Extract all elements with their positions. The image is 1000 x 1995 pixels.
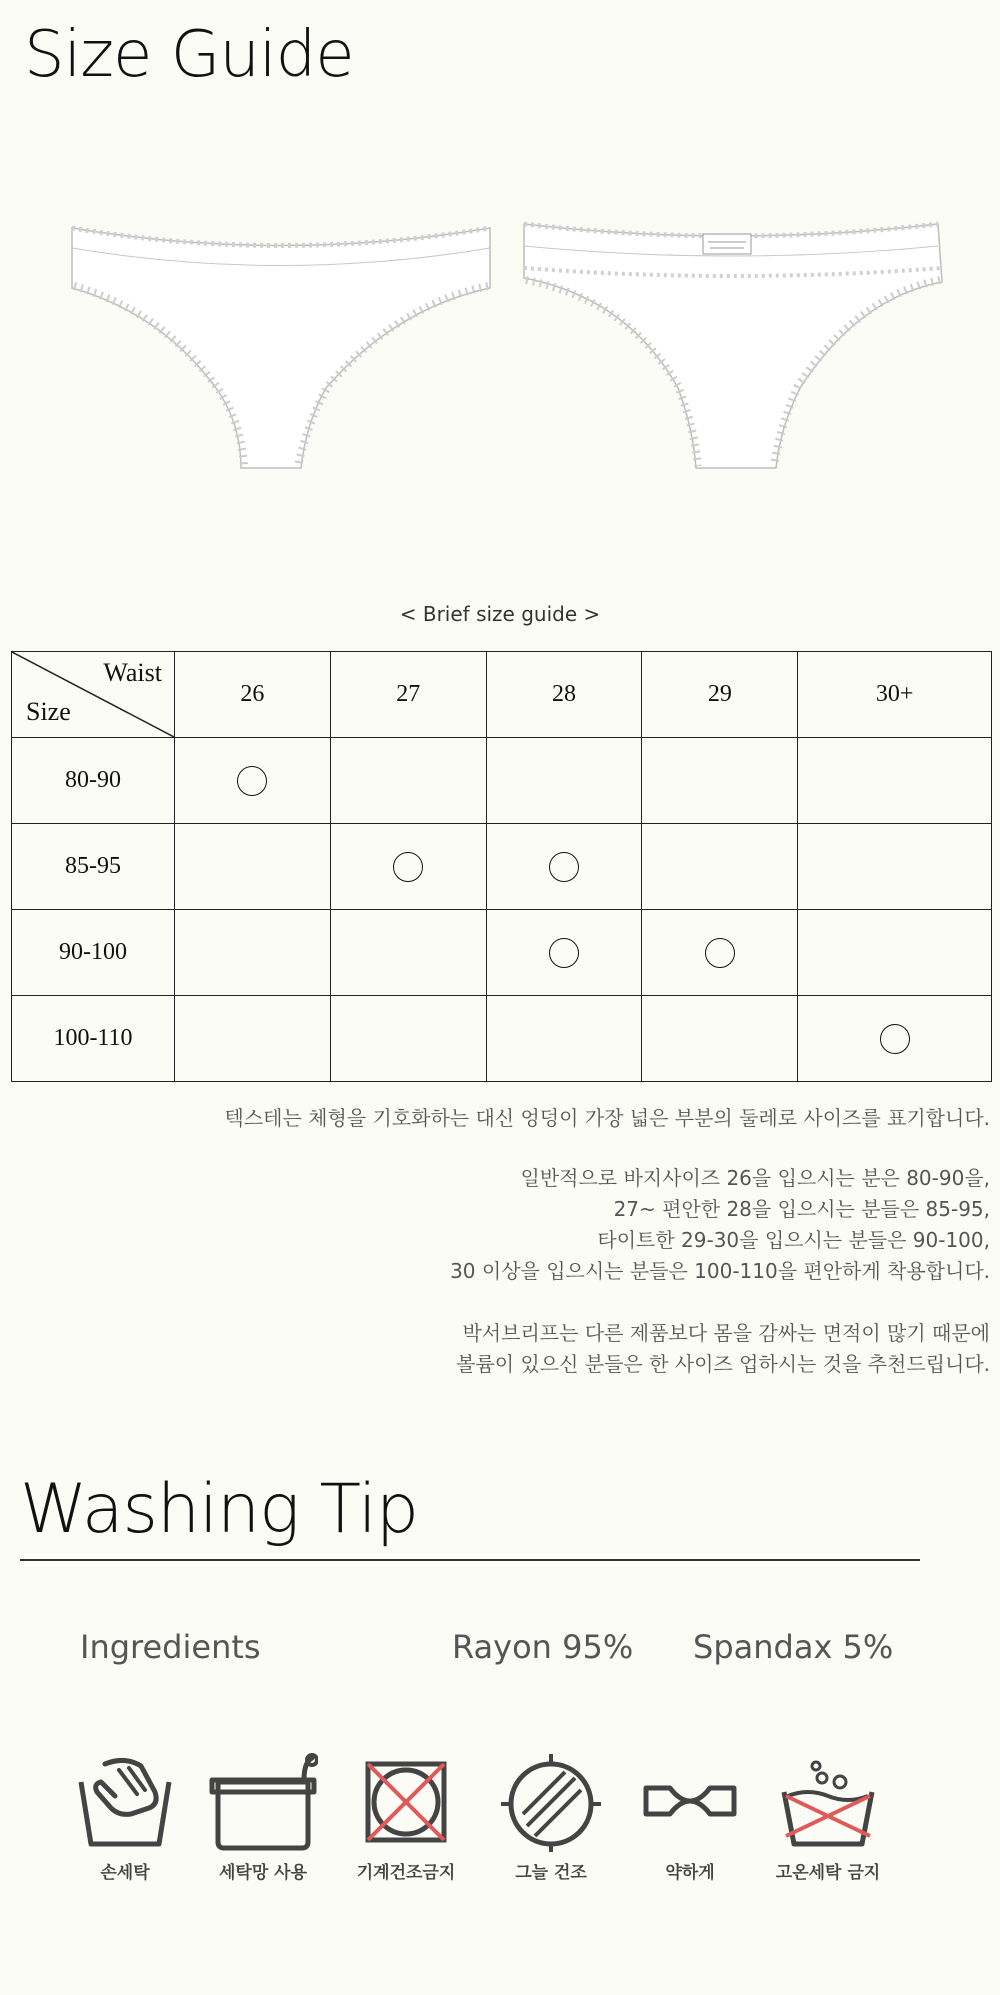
table-cell <box>798 910 992 996</box>
table-cell <box>330 738 486 824</box>
fit-circle-mark <box>880 1024 910 1054</box>
brief-size-guide-caption: < Brief size guide > <box>399 602 601 626</box>
ingredient-spandax: Spandax 5% <box>693 1628 894 1666</box>
column-header: 30+ <box>798 652 992 738</box>
table-row <box>12 824 992 910</box>
note-line: 볼륨이 있으신 분들은 한 사이즈 업하시는 것을 추천드립니다. <box>456 1352 990 1376</box>
table-cell <box>330 824 486 910</box>
table-cell <box>175 824 331 910</box>
table-cell <box>642 996 798 1082</box>
hand-wash-icon <box>75 1752 175 1852</box>
care-no-hot-wash <box>758 1752 898 1883</box>
size-note-recommendations <box>450 1163 990 1287</box>
row-label: 85-95 <box>12 824 175 910</box>
table-corner-cell <box>12 652 175 738</box>
table-cell <box>486 910 642 996</box>
table-cell <box>798 824 992 910</box>
table-cell <box>798 738 992 824</box>
ingredients-label: Ingredients <box>80 1628 261 1666</box>
fit-circle-mark <box>705 938 735 968</box>
care-laundry-net <box>193 1752 333 1883</box>
note-line: 30 이상을 입으시는 분들은 100-110을 편안하게 착용합니다. <box>450 1259 990 1283</box>
section-divider <box>20 1559 920 1561</box>
table-cell <box>642 824 798 910</box>
column-header: 29 <box>642 652 798 738</box>
column-header: 26 <box>175 652 331 738</box>
table-cell <box>798 996 992 1082</box>
table-cell <box>175 738 331 824</box>
care-label: 고온세탁 금지 <box>775 1863 881 1883</box>
care-label: 기계건조금지 <box>356 1863 456 1883</box>
fit-circle-mark <box>549 938 579 968</box>
no-hot-wash-icon <box>778 1752 878 1852</box>
table-cell <box>175 910 331 996</box>
care-gentle-wring <box>620 1752 760 1883</box>
note-line: 타이트한 29-30을 입으시는 분들은 90-100, <box>597 1228 990 1252</box>
table-row <box>12 910 992 996</box>
corner-waist-label: Waist <box>103 658 162 687</box>
ingredient-rayon: Rayon 95% <box>452 1628 634 1666</box>
table-cell <box>330 910 486 996</box>
care-hand-wash <box>55 1752 195 1883</box>
care-no-tumble-dry <box>336 1752 476 1883</box>
table-header-row <box>12 652 992 738</box>
no-tumble-dry-icon <box>356 1752 456 1852</box>
laundry-net-icon <box>208 1752 318 1852</box>
brief-front-illustration <box>66 218 496 483</box>
table-cell <box>486 996 642 1082</box>
table-cell <box>486 824 642 910</box>
row-label: 80-90 <box>12 738 175 824</box>
column-header: 27 <box>330 652 486 738</box>
note-line: 27~ 편안한 28을 입으시는 분들은 85-95, <box>613 1197 990 1221</box>
gentle-wring-icon <box>640 1752 740 1852</box>
care-label: 세탁망 사용 <box>218 1863 308 1883</box>
corner-size-label: Size <box>26 697 71 726</box>
column-header: 28 <box>486 652 642 738</box>
note-line: 일반적으로 바지사이즈 26을 입으시는 분은 80-90을, <box>520 1166 990 1190</box>
care-dry-in-shade <box>481 1752 621 1883</box>
note-line: 텍스테는 체형을 기호화하는 대신 엉덩이 가장 넓은 부분의 둘레로 사이즈를 표기합니다. <box>224 1106 990 1130</box>
fit-circle-mark <box>393 852 423 882</box>
table-row <box>12 996 992 1082</box>
row-label: 100-110 <box>12 996 175 1082</box>
note-line: 박서브리프는 다른 제품보다 몸을 감싸는 면적이 많기 때문에 <box>462 1321 990 1345</box>
dry-in-shade-icon <box>501 1752 601 1852</box>
care-label: 그늘 건조 <box>515 1863 587 1883</box>
care-label: 손세탁 <box>100 1863 150 1883</box>
row-label: 90-100 <box>12 910 175 996</box>
table-cell <box>175 996 331 1082</box>
fit-circle-mark <box>237 766 267 796</box>
size-note-intro <box>225 1103 990 1134</box>
table-cell <box>330 996 486 1082</box>
brief-back-illustration <box>518 218 948 483</box>
table-row <box>12 738 992 824</box>
size-table <box>11 651 992 1082</box>
fit-circle-mark <box>549 852 579 882</box>
table-cell <box>642 738 798 824</box>
size-note-boxer <box>456 1318 990 1380</box>
washing-tip-title: Washing Tip <box>20 1470 418 1549</box>
size-guide-title: Size Guide <box>24 18 354 92</box>
table-cell <box>486 738 642 824</box>
care-label: 약하게 <box>665 1863 715 1883</box>
table-cell <box>642 910 798 996</box>
